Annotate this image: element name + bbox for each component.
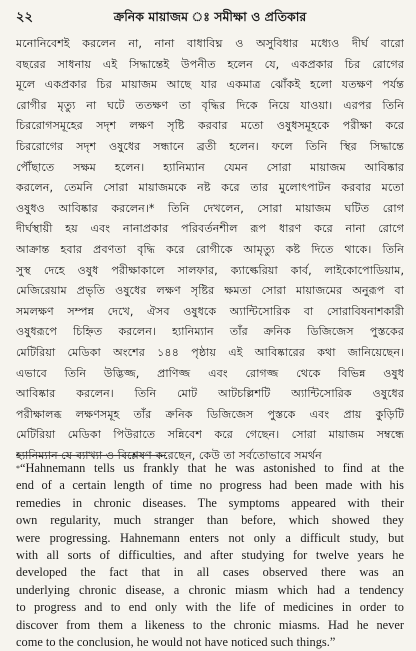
footnote-line: own regularity, much stranger than before, which showed they: [16, 513, 404, 528]
footnote-divider: [16, 455, 166, 456]
footnote-line: [16, 460, 404, 477]
body-line: ওষুধও আবিষ্কার করলেন।* তিনি দেখলেন, সোরা মায়াজম ঘটিত রোগ: [16, 201, 404, 215]
running-title: ক্রনিক মায়াজম ঃ সমীক্ষা ও প্রতিকার: [113, 9, 307, 24]
body-line: পরীক্ষালব্ধ লক্ষণসমূহ তাঁর ক্রনিক ডিজিজেস পুস্তকে এবং প্রায় কুড়িটি: [16, 407, 404, 421]
body-line: আক্রান্ত হবার প্রবণতা বৃদ্ধি করে রোগীকে আমৃত্যু কষ্ট দিতে থাকে। তিনি: [16, 242, 404, 256]
footnote-line: with all sorts of difficulties, and after studying for twelve years he: [16, 547, 404, 562]
footnote-line: come to the conclusion, he would not have noticed such things.”: [16, 634, 336, 649]
body-line: মেটিরিয়া মেডিকা পিউরাতে সন্নিবেশ করে গেছেন। সোরা মায়াজম সম্বন্ধে: [16, 428, 404, 442]
footnote-line: discover from them a likeness to the chronic miasms. Had he never: [16, 617, 404, 632]
body-line: দীর্ঘস্থায়ী হয় এবং নানাপ্রকার পরিবর্তনশীল রূপ ধারণ করে নানা রোগে: [16, 222, 404, 236]
body-line: করলেন, তেমনি সোরা মায়াজমকে নষ্ট করে তার মুলোৎপাটন করবার মতো: [16, 181, 404, 195]
footnote-marker: *: [16, 464, 20, 473]
body-line: চিররোগসমূহের সদৃশ লক্ষণ সৃষ্টি করবার মতো ওষুধসমূহকে পরীক্ষা করে: [16, 119, 404, 133]
body-text: [16, 34, 404, 466]
body-line: চিররোগের সদৃশ ওষুধের সন্ধানে ব্রতী হলেন। ফলে তিনি স্থির সিদ্ধান্তে: [16, 139, 404, 153]
body-line: পৌঁছাতে সক্ষম হলেন। হ্যানিম্যান যেমন সোরা মায়াজম আবিষ্কার: [16, 160, 404, 174]
body-line: এভাবে তিনি উদ্ভিজ্জ, প্রাণিজ্জ এবং রোগজ্জ থেকে বিভিন্ন ওষুধ: [16, 366, 404, 380]
body-line: মেজিরেয়াম প্রভৃতি ওষুধের লক্ষণ সৃষ্টির ক্ষমতা সোরা মায়াজমের অনুরূপ বা: [16, 284, 404, 298]
footnote: [16, 460, 404, 651]
footnote-line: underlying chronic disease, a chronic miasm which had a tendency: [16, 582, 404, 597]
footnote-line: were progressing. Hahnemann enters not only a difficult study, but: [16, 530, 404, 545]
footnote-line-text: “Hahnemann tells us frankly that he was astonished to find at the: [20, 461, 404, 475]
footnote-line: end of a certain length of time no progress had been made with his: [16, 478, 404, 493]
page-header: [16, 8, 404, 30]
body-line: রোগীর মৃত্যু না ঘটে ততক্ষণ তা বৃদ্ধির দিকে নিয়ে যাওয়া। এরপর তিনি: [16, 98, 404, 112]
body-line: হ্যানিম্যান যে ব্যাখ্যা ও বিশ্লেষণ করেছেন, কেউ তা সর্বতোভাবে সমর্থন: [16, 448, 322, 462]
body-line: সুস্থ দেহে ওষুধ পরীক্ষাকালে সালফার, ক্যাল্কেরিয়া কার্ব, লাইকোপোডিয়াম,: [16, 263, 404, 277]
footnote-line: remedies in chronic diseases. The symptoms appeared with their: [16, 495, 404, 510]
body-line: আবিষ্কার করলেন। তিনি মোট আটচল্লিশটি অ্যান্টিসোরিক ওষুধের: [16, 387, 404, 401]
footnote-line: developed the fact that in all cases observed there was an: [16, 565, 404, 580]
body-line: মনোনিবেশই করলেন না, নানা বাধাবিঘ্ন ও অসুবিধার মধ্যেও দীর্ঘ বারো: [16, 37, 404, 50]
page-number: ২২: [16, 10, 33, 25]
footnote-line: to progress and to end only with the life of medicines in order to: [16, 600, 404, 615]
body-line: বছরের সাধনায় এই সিদ্ধান্তেই উপনীত হলেন যে, একপ্রকার চির রোগের: [16, 57, 404, 71]
body-line: সমলক্ষণ সম্পন্ন দেখে, ঐসব ওষুধকে অ্যান্টিসোরিক বা সোরাবিষনাশকারী: [16, 304, 404, 318]
body-line: মূলে একপ্রকার চির মায়াজম আছে যার একমাত্র ঝোঁকই হলো যতক্ষণ পর্যন্ত: [16, 78, 404, 92]
body-line: মেটিরিয়া মেডিকা অংশের ১৪৪ পৃষ্ঠায় এই আবিষ্কারের কথা জানিয়েছেন।: [16, 345, 404, 359]
body-line: ওষুধরূপে চিহ্নিত করলেন। হ্যানিম্যান তাঁর ক্রনিক ডিজিজেস পুস্তকের: [16, 325, 404, 339]
